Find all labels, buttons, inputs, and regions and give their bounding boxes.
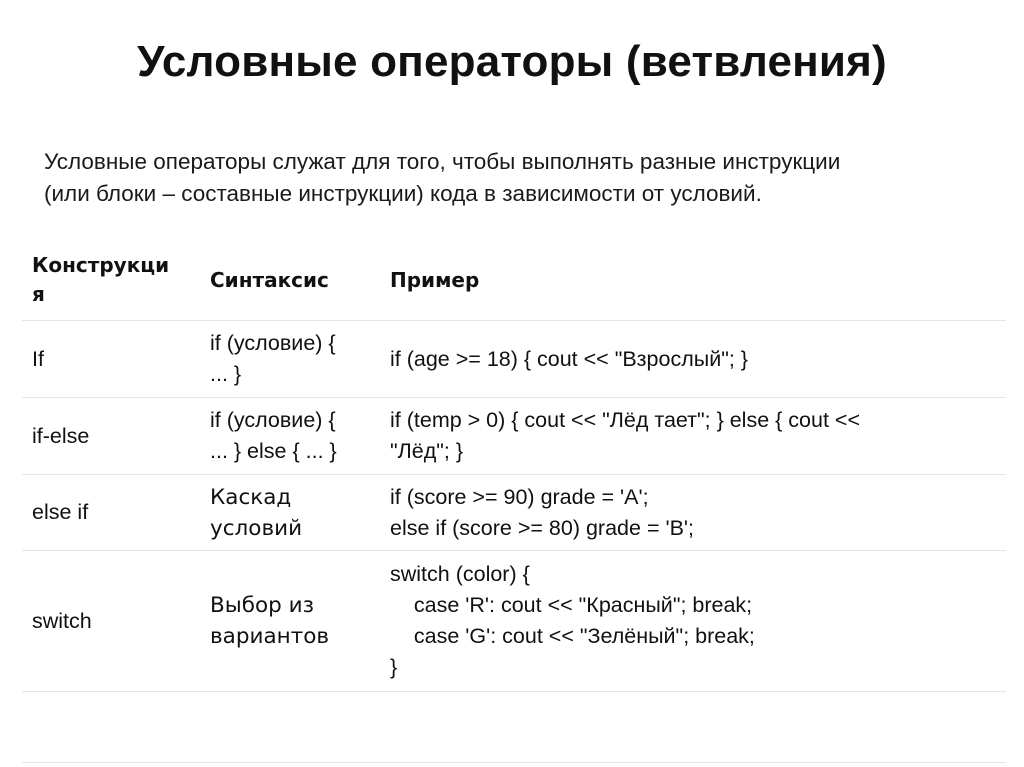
cell-empty <box>380 692 1006 763</box>
cell-example <box>380 321 1006 398</box>
cell-empty <box>22 692 200 763</box>
cell-construct: else if <box>22 475 200 551</box>
table-header-row <box>22 240 1006 321</box>
syntax-line: условий <box>210 515 303 541</box>
example-line: case 'R': cout << "Красный"; break; <box>390 593 753 617</box>
example-line: } <box>390 655 398 679</box>
example-line: switch (color) { <box>390 562 530 586</box>
example-line: if (score >= 90) grade = 'A'; <box>390 484 649 509</box>
header-construct <box>22 240 200 321</box>
intro-paragraph <box>44 146 984 210</box>
cell-syntax <box>200 398 380 475</box>
syntax-line: ... } else { ... } <box>210 439 337 463</box>
table-row-empty <box>22 692 1006 763</box>
cell-example <box>380 551 1006 692</box>
table-row-if-else <box>22 398 1006 475</box>
syntax-line: ... } <box>210 362 242 386</box>
cell-syntax <box>200 551 380 692</box>
cell-empty <box>200 692 380 763</box>
example-line: if (age >= 18) { cout << "Взрослый"; } <box>390 346 748 371</box>
intro-line-2: (или блоки – составные инструкции) кода в зависимости от условий. <box>44 181 762 206</box>
syntax-line: Каскад <box>210 484 292 510</box>
cell-construct: If <box>22 321 200 398</box>
intro-line-1: Условные операторы служат для того, чтобы выполнять разные инструкции <box>44 149 841 174</box>
example-line: else if (score >= 80) grade = 'B'; <box>390 515 694 540</box>
operators-table <box>22 240 1006 763</box>
slide-title: Условные операторы (ветвления) <box>137 37 887 86</box>
example-line: case 'G': cout << "Зелёный"; break; <box>390 624 755 648</box>
header-construct-line-1: Конструкци <box>32 253 170 277</box>
table-row-if <box>22 321 1006 398</box>
cell-syntax <box>200 475 380 551</box>
header-construct-line-2: я <box>32 282 45 306</box>
example-line: "Лёд"; } <box>390 439 464 463</box>
syntax-line: вариантов <box>210 624 330 649</box>
table-row-switch <box>22 551 1006 692</box>
table-row-else-if <box>22 475 1006 551</box>
syntax-line: if (условие) { <box>210 331 336 355</box>
cell-construct: if-else <box>22 398 200 475</box>
example-line: if (temp > 0) { cout << "Лёд тает"; } else { cout << <box>390 408 861 432</box>
cell-syntax <box>200 321 380 398</box>
header-example: Пример <box>380 240 1006 321</box>
cell-example <box>380 398 1006 475</box>
syntax-line: Выбор из <box>210 593 315 618</box>
cell-construct: switch <box>22 551 200 692</box>
cell-example <box>380 475 1006 551</box>
header-syntax: Синтаксис <box>200 240 380 321</box>
syntax-line: if (условие) { <box>210 408 336 432</box>
